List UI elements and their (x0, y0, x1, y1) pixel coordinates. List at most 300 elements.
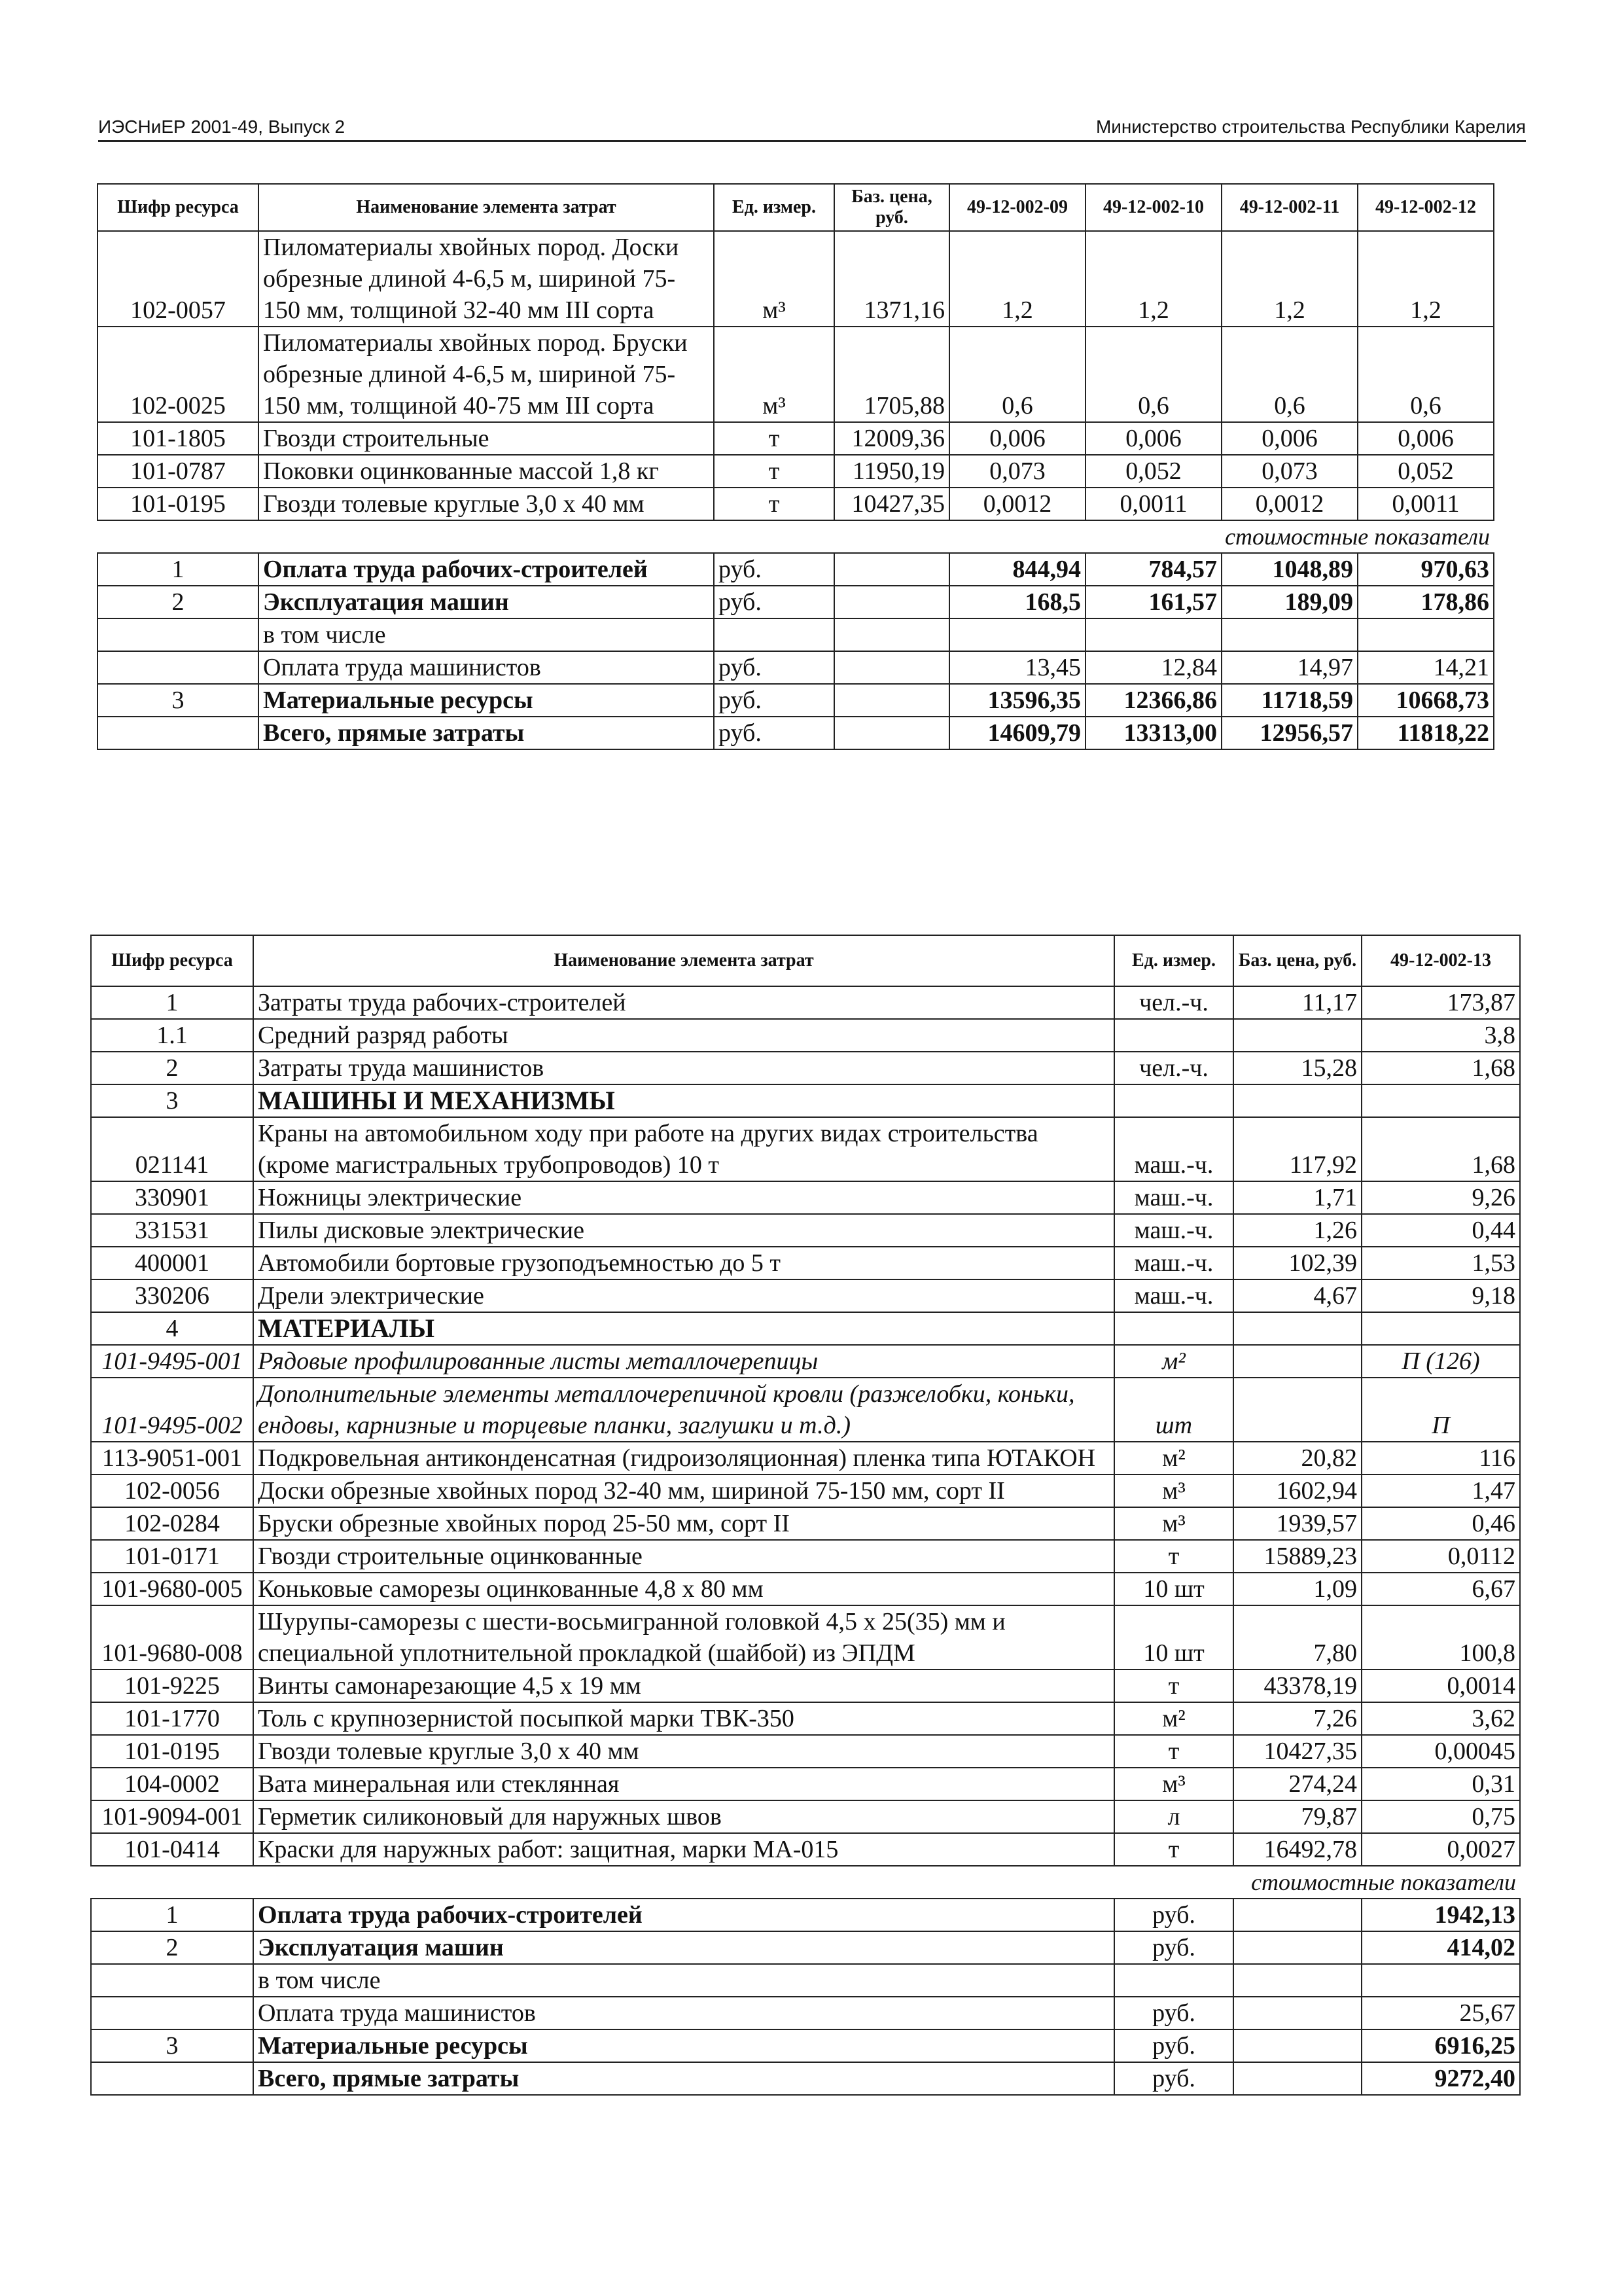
cost-value (1086, 618, 1222, 651)
ministry-name: Министерство строительства Республики Карелия (1095, 116, 1526, 137)
resource-name: Ножницы электрические (253, 1181, 1114, 1214)
col-header: 49-12-002-12 (1358, 184, 1494, 231)
value-cell: 0,0012 (949, 488, 1086, 520)
resource-name: Гвозди строительные (258, 422, 714, 455)
cost-value: 168,5 (949, 586, 1086, 618)
value-cell: 0,46 (1362, 1507, 1520, 1540)
col-header: 49-12-002-09 (949, 184, 1086, 231)
cost-value: 14,21 (1358, 651, 1494, 684)
table-row (91, 1279, 1520, 1312)
value-cell: 1,2 (1086, 231, 1222, 327)
table-row (91, 1019, 1520, 1052)
resource-name: Пиломатериалы хвойных пород. Доски обрезные длиной 4-6,5 м, шириной 75-150 мм, толщиной 32-40 мм III сорта (258, 231, 714, 327)
unit: 10 шт (1114, 1573, 1233, 1605)
empty-price (1233, 2029, 1362, 2062)
resource-name: Рядовые профилированные листы металлочерепицы (253, 1345, 1114, 1378)
table-1-header-row (97, 184, 1494, 231)
section-row (91, 1312, 1520, 1345)
table-row (91, 1181, 1520, 1214)
unit: м² (1114, 1345, 1233, 1378)
cost-name: Оплата труда машинистов (253, 1997, 1114, 2029)
resource-code: 4 (91, 1312, 253, 1345)
table-row (91, 1214, 1520, 1247)
resource-code: 1 (91, 986, 253, 1019)
resource-name: Подкровельная антиконденсатная (гидроизоляционная) пленка типа ЮТАКОН (253, 1442, 1114, 1474)
cost-value: 13313,00 (1086, 717, 1222, 749)
base-price: 20,82 (1233, 1442, 1362, 1474)
cost-row (97, 651, 1494, 684)
resource-name: Средний разряд работы (253, 1019, 1114, 1052)
cost-value (1358, 618, 1494, 651)
value-cell: 1,53 (1362, 1247, 1520, 1279)
base-price: 4,67 (1233, 1279, 1362, 1312)
cost-value: 161,57 (1086, 586, 1222, 618)
table-row (91, 1605, 1520, 1670)
base-price: 274,24 (1233, 1768, 1362, 1800)
cost-row (97, 684, 1494, 717)
unit (714, 618, 834, 651)
cost-name: в том числе (253, 1964, 1114, 1997)
base-price: 10427,35 (834, 488, 949, 520)
cost-code (91, 2062, 253, 2095)
cost-name: Эксплуатация машин (258, 586, 714, 618)
empty-price (1233, 1931, 1362, 1964)
table-row (91, 1474, 1520, 1507)
table-row (91, 986, 1520, 1019)
cost-value: 13,45 (949, 651, 1086, 684)
value-cell: 0,75 (1362, 1800, 1520, 1833)
unit: т (714, 488, 834, 520)
cost-row (91, 1997, 1520, 2029)
value-cell: 1,68 (1362, 1052, 1520, 1084)
value-cell: 0,0027 (1362, 1833, 1520, 1866)
unit: шт (1114, 1378, 1233, 1442)
resource-code: 101-0414 (91, 1833, 253, 1866)
value-cell: 0,052 (1358, 455, 1494, 488)
unit (1114, 1964, 1233, 1997)
document-code: ИЭСНиЕР 2001-49, Выпуск 2 (98, 116, 345, 137)
resource-name: Доски обрезные хвойных пород 32-40 мм, шириной 75-150 мм, сорт II (253, 1474, 1114, 1507)
unit: руб. (1114, 2062, 1233, 2095)
table-row (91, 1702, 1520, 1735)
unit: руб. (1114, 1899, 1233, 1931)
cost-value: 970,63 (1358, 553, 1494, 586)
cost-name: Оплата труда рабочих-строителей (258, 553, 714, 586)
table-row (91, 1670, 1520, 1702)
cost-code: 2 (97, 586, 258, 618)
resource-table-2 (90, 935, 1521, 2096)
resource-name: МАТЕРИАЛЫ (253, 1312, 1114, 1345)
section-row (91, 1084, 1520, 1117)
value-cell: 0,6 (949, 327, 1086, 422)
resource-name: Толь с крупнозернистой посыпкой марки ТВК-350 (253, 1702, 1114, 1735)
cost-row (97, 553, 1494, 586)
unit: т (1114, 1833, 1233, 1866)
resource-code: 101-0787 (97, 455, 258, 488)
unit: руб. (714, 717, 834, 749)
unit (1114, 1312, 1233, 1345)
table-row (91, 1052, 1520, 1084)
col-header: Ед. измер. (714, 184, 834, 231)
resource-name: Дрели электрические (253, 1279, 1114, 1312)
unit: руб. (714, 553, 834, 586)
cost-name: Материальные ресурсы (253, 2029, 1114, 2062)
unit: т (1114, 1735, 1233, 1768)
cost-value: 14,97 (1222, 651, 1358, 684)
cost-row (97, 618, 1494, 651)
value-cell: 1,2 (949, 231, 1086, 327)
cost-code: 3 (97, 684, 258, 717)
cost-code: 1 (91, 1899, 253, 1931)
value-cell: П (1362, 1378, 1520, 1442)
cost-code: 1 (97, 553, 258, 586)
unit: м³ (1114, 1474, 1233, 1507)
empty-price (834, 684, 949, 717)
value-cell: 0,0011 (1086, 488, 1222, 520)
resource-name: Автомобили бортовые грузоподъемностью до 5 т (253, 1247, 1114, 1279)
base-price: 10427,35 (1233, 1735, 1362, 1768)
cost-row (91, 1899, 1520, 1931)
base-price (1233, 1378, 1362, 1442)
unit: руб. (1114, 1997, 1233, 2029)
cost-value (1222, 618, 1358, 651)
cost-value: 11818,22 (1358, 717, 1494, 749)
empty-price (834, 553, 949, 586)
cost-code: 2 (91, 1931, 253, 1964)
resource-code: 101-0195 (97, 488, 258, 520)
unit (1114, 1084, 1233, 1117)
resource-name: Шурупы-саморезы с шести-восьмигранной головкой 4,5 х 25(35) мм и специальной уплотнительной прокладкой (шайбой) из ЭПДМ (253, 1605, 1114, 1670)
unit: руб. (714, 586, 834, 618)
value-cell: 9,26 (1362, 1181, 1520, 1214)
resource-name: Бруски обрезные хвойных пород 25-50 мм, сорт II (253, 1507, 1114, 1540)
table-row (91, 1833, 1520, 1866)
cost-value: 6916,25 (1362, 2029, 1520, 2062)
base-price (1233, 1345, 1362, 1378)
unit: м³ (1114, 1507, 1233, 1540)
base-price: 1,71 (1233, 1181, 1362, 1214)
table-row (91, 1573, 1520, 1605)
empty-price (1233, 2062, 1362, 2095)
unit: т (1114, 1540, 1233, 1573)
unit: чел.-ч. (1114, 986, 1233, 1019)
resource-code: 2 (91, 1052, 253, 1084)
col-header: Шифр ресурса (91, 935, 253, 986)
cost-code (97, 717, 258, 749)
table-row (91, 1800, 1520, 1833)
empty-price (1233, 1997, 1362, 2029)
cost-name: Оплата труда рабочих-строителей (253, 1899, 1114, 1931)
value-cell: 9,18 (1362, 1279, 1520, 1312)
value-cell: 0,44 (1362, 1214, 1520, 1247)
col-header: Ед. измер. (1114, 935, 1233, 986)
cost-value: 1942,13 (1362, 1899, 1520, 1931)
unit: маш.-ч. (1114, 1247, 1233, 1279)
unit: 10 шт (1114, 1605, 1233, 1670)
cost-value: 11718,59 (1222, 684, 1358, 717)
value-cell: 0,0011 (1358, 488, 1494, 520)
value-cell: 0,006 (1358, 422, 1494, 455)
value-cell: 3,62 (1362, 1702, 1520, 1735)
value-cell: 100,8 (1362, 1605, 1520, 1670)
col-header: Наименование элемента затрат (258, 184, 714, 231)
cost-code: 3 (91, 2029, 253, 2062)
cost-name: Оплата труда машинистов (258, 651, 714, 684)
resource-code: 104-0002 (91, 1768, 253, 1800)
value-cell: 0,0112 (1362, 1540, 1520, 1573)
unit: л (1114, 1800, 1233, 1833)
cost-value: 12956,57 (1222, 717, 1358, 749)
value-cell: 0,006 (949, 422, 1086, 455)
empty-price (834, 651, 949, 684)
value-cell: 0,0014 (1362, 1670, 1520, 1702)
cost-code (97, 618, 258, 651)
unit (1114, 1019, 1233, 1052)
value-cell: 6,67 (1362, 1573, 1520, 1605)
table-row (91, 1442, 1520, 1474)
base-price: 16492,78 (1233, 1833, 1362, 1866)
unit: м³ (1114, 1768, 1233, 1800)
resource-code: 331531 (91, 1214, 253, 1247)
resource-code: 101-9094-001 (91, 1800, 253, 1833)
empty-price (1233, 1899, 1362, 1931)
empty-price (834, 618, 949, 651)
cost-value: 9272,40 (1362, 2062, 1520, 2095)
base-price: 15,28 (1233, 1052, 1362, 1084)
value-cell: 3,8 (1362, 1019, 1520, 1052)
resource-code: 1.1 (91, 1019, 253, 1052)
unit: м² (1114, 1702, 1233, 1735)
table-row (97, 455, 1494, 488)
empty-price (834, 717, 949, 749)
value-cell: 1,47 (1362, 1474, 1520, 1507)
cost-code (91, 1964, 253, 1997)
col-header: Баз. цена, руб. (834, 184, 949, 231)
cost-code (97, 651, 258, 684)
cost-row (97, 586, 1494, 618)
value-cell: 173,87 (1362, 986, 1520, 1019)
col-header: Шифр ресурса (97, 184, 258, 231)
resource-code: 102-0056 (91, 1474, 253, 1507)
unit: маш.-ч. (1114, 1214, 1233, 1247)
resource-code: 400001 (91, 1247, 253, 1279)
base-price: 43378,19 (1233, 1670, 1362, 1702)
table-row (97, 231, 1494, 327)
cost-value: 189,09 (1222, 586, 1358, 618)
base-price: 12009,36 (834, 422, 949, 455)
table-row (91, 1247, 1520, 1279)
value-cell: 1,68 (1362, 1117, 1520, 1181)
value-cell (1362, 1312, 1520, 1345)
unit: чел.-ч. (1114, 1052, 1233, 1084)
base-price: 117,92 (1233, 1117, 1362, 1181)
base-price: 1705,88 (834, 327, 949, 422)
col-header: 49-12-002-10 (1086, 184, 1222, 231)
value-cell: 0,6 (1358, 327, 1494, 422)
unit: м³ (714, 231, 834, 327)
value-cell: 1,2 (1222, 231, 1358, 327)
value-cell: 1,2 (1358, 231, 1494, 327)
cost-row (91, 2029, 1520, 2062)
resource-code: 102-0025 (97, 327, 258, 422)
cost-code (91, 1997, 253, 2029)
table-row (91, 1345, 1520, 1378)
cost-row (97, 717, 1494, 749)
resource-code: 102-0284 (91, 1507, 253, 1540)
cost-name: Всего, прямые затраты (258, 717, 714, 749)
resource-code: 101-9495-001 (91, 1345, 253, 1378)
unit: маш.-ч. (1114, 1181, 1233, 1214)
resource-name: Вата минеральная или стеклянная (253, 1768, 1114, 1800)
table-row (91, 1117, 1520, 1181)
cost-row (91, 2062, 1520, 2095)
cost-value: 12,84 (1086, 651, 1222, 684)
table-row (97, 422, 1494, 455)
unit: м³ (714, 327, 834, 422)
resource-name: Пилы дисковые электрические (253, 1214, 1114, 1247)
table-2-header-row (91, 935, 1520, 986)
cost-caption-row (91, 1866, 1520, 1899)
cost-value: 784,57 (1086, 553, 1222, 586)
resource-name: Винты самонарезающие 4,5 х 19 мм (253, 1670, 1114, 1702)
unit: т (714, 422, 834, 455)
table-row (97, 327, 1494, 422)
unit: руб. (714, 684, 834, 717)
col-header: 49-12-002-11 (1222, 184, 1358, 231)
unit: руб. (1114, 2029, 1233, 2062)
resource-code: 3 (91, 1084, 253, 1117)
cost-caption: стоимостные показатели (97, 520, 1494, 553)
resource-name: Краны на автомобильном ходу при работе на других видах строительства (кроме магистральных трубопроводов) 10 т (253, 1117, 1114, 1181)
value-cell: 116 (1362, 1442, 1520, 1474)
resource-code: 101-9225 (91, 1670, 253, 1702)
resource-code: 102-0057 (97, 231, 258, 327)
resource-code: 101-1805 (97, 422, 258, 455)
cost-value: 10668,73 (1358, 684, 1494, 717)
base-price: 11,17 (1233, 986, 1362, 1019)
cost-row (91, 1964, 1520, 1997)
value-cell: 0,0012 (1222, 488, 1358, 520)
base-price: 1371,16 (834, 231, 949, 327)
resource-code: 021141 (91, 1117, 253, 1181)
unit: руб. (714, 651, 834, 684)
base-price: 1,26 (1233, 1214, 1362, 1247)
resource-name: Затраты труда машинистов (253, 1052, 1114, 1084)
base-price: 1,09 (1233, 1573, 1362, 1605)
value-cell: П (126) (1362, 1345, 1520, 1378)
cost-caption-row (97, 520, 1494, 553)
col-header: 49-12-002-13 (1362, 935, 1520, 986)
resource-code: 330206 (91, 1279, 253, 1312)
cost-value: 13596,35 (949, 684, 1086, 717)
resource-name: Гвозди толевые круглые 3,0 х 40 мм (258, 488, 714, 520)
cost-value (949, 618, 1086, 651)
value-cell: 0,052 (1086, 455, 1222, 488)
cost-name: Материальные ресурсы (258, 684, 714, 717)
base-price: 11950,19 (834, 455, 949, 488)
resource-name: Краски для наружных работ: защитная, марки МА-015 (253, 1833, 1114, 1866)
unit: руб. (1114, 1931, 1233, 1964)
cost-value: 14609,79 (949, 717, 1086, 749)
unit: т (714, 455, 834, 488)
base-price (1233, 1019, 1362, 1052)
resource-table-1 (97, 183, 1494, 750)
resource-name: Поковки оцинкованные массой 1,8 кг (258, 455, 714, 488)
unit: м² (1114, 1442, 1233, 1474)
cost-caption: стоимостные показатели (91, 1866, 1520, 1899)
cost-value: 414,02 (1362, 1931, 1520, 1964)
base-price: 79,87 (1233, 1800, 1362, 1833)
table-row (91, 1768, 1520, 1800)
cost-value: 25,67 (1362, 1997, 1520, 2029)
resource-code: 101-9495-002 (91, 1378, 253, 1442)
base-price (1233, 1084, 1362, 1117)
value-cell: 0,6 (1222, 327, 1358, 422)
col-header: Баз. цена, руб. (1233, 935, 1362, 986)
resource-code: 330901 (91, 1181, 253, 1214)
unit: маш.-ч. (1114, 1117, 1233, 1181)
resource-name: Гвозди строительные оцинкованные (253, 1540, 1114, 1573)
value-cell: 0,6 (1086, 327, 1222, 422)
unit: т (1114, 1670, 1233, 1702)
base-price: 1602,94 (1233, 1474, 1362, 1507)
resource-name: МАШИНЫ И МЕХАНИЗМЫ (253, 1084, 1114, 1117)
resource-name: Гвозди толевые круглые 3,0 х 40 мм (253, 1735, 1114, 1768)
value-cell (1362, 1084, 1520, 1117)
cost-value (1362, 1964, 1520, 1997)
resource-code: 113-9051-001 (91, 1442, 253, 1474)
resource-name: Пиломатериалы хвойных пород. Бруски обрезные длиной 4-6,5 м, шириной 75-150 мм, толщиной 40-75 мм III сорта (258, 327, 714, 422)
col-header: Наименование элемента затрат (253, 935, 1114, 986)
cost-name: в том числе (258, 618, 714, 651)
base-price: 102,39 (1233, 1247, 1362, 1279)
empty-price (834, 586, 949, 618)
base-price: 7,80 (1233, 1605, 1362, 1670)
cost-name: Всего, прямые затраты (253, 2062, 1114, 2095)
cost-value: 178,86 (1358, 586, 1494, 618)
base-price: 7,26 (1233, 1702, 1362, 1735)
resource-code: 101-1770 (91, 1702, 253, 1735)
table-row (91, 1735, 1520, 1768)
base-price: 15889,23 (1233, 1540, 1362, 1573)
cost-value: 12366,86 (1086, 684, 1222, 717)
cost-row (91, 1931, 1520, 1964)
page-header (98, 116, 1526, 142)
cost-name: Эксплуатация машин (253, 1931, 1114, 1964)
value-cell: 0,00045 (1362, 1735, 1520, 1768)
value-cell: 0,073 (1222, 455, 1358, 488)
empty-price (1233, 1964, 1362, 1997)
resource-name: Затраты труда рабочих-строителей (253, 986, 1114, 1019)
unit: маш.-ч. (1114, 1279, 1233, 1312)
cost-value: 1048,89 (1222, 553, 1358, 586)
resource-code: 101-0195 (91, 1735, 253, 1768)
table-row (91, 1378, 1520, 1442)
table-row (91, 1540, 1520, 1573)
resource-code: 101-9680-008 (91, 1605, 253, 1670)
value-cell: 0,006 (1086, 422, 1222, 455)
value-cell: 0,073 (949, 455, 1086, 488)
value-cell: 0,006 (1222, 422, 1358, 455)
resource-name: Герметик силиконовый для наружных швов (253, 1800, 1114, 1833)
resource-code: 101-0171 (91, 1540, 253, 1573)
resource-name: Коньковые саморезы оцинкованные 4,8 х 80 мм (253, 1573, 1114, 1605)
resource-code: 101-9680-005 (91, 1573, 253, 1605)
base-price (1233, 1312, 1362, 1345)
table-row (91, 1507, 1520, 1540)
resource-name: Дополнительные элементы металлочерепичной кровли (разжелобки, коньки, ендовы, карнизные и торцевые планки, заглушки и т.д.) (253, 1378, 1114, 1442)
base-price: 1939,57 (1233, 1507, 1362, 1540)
